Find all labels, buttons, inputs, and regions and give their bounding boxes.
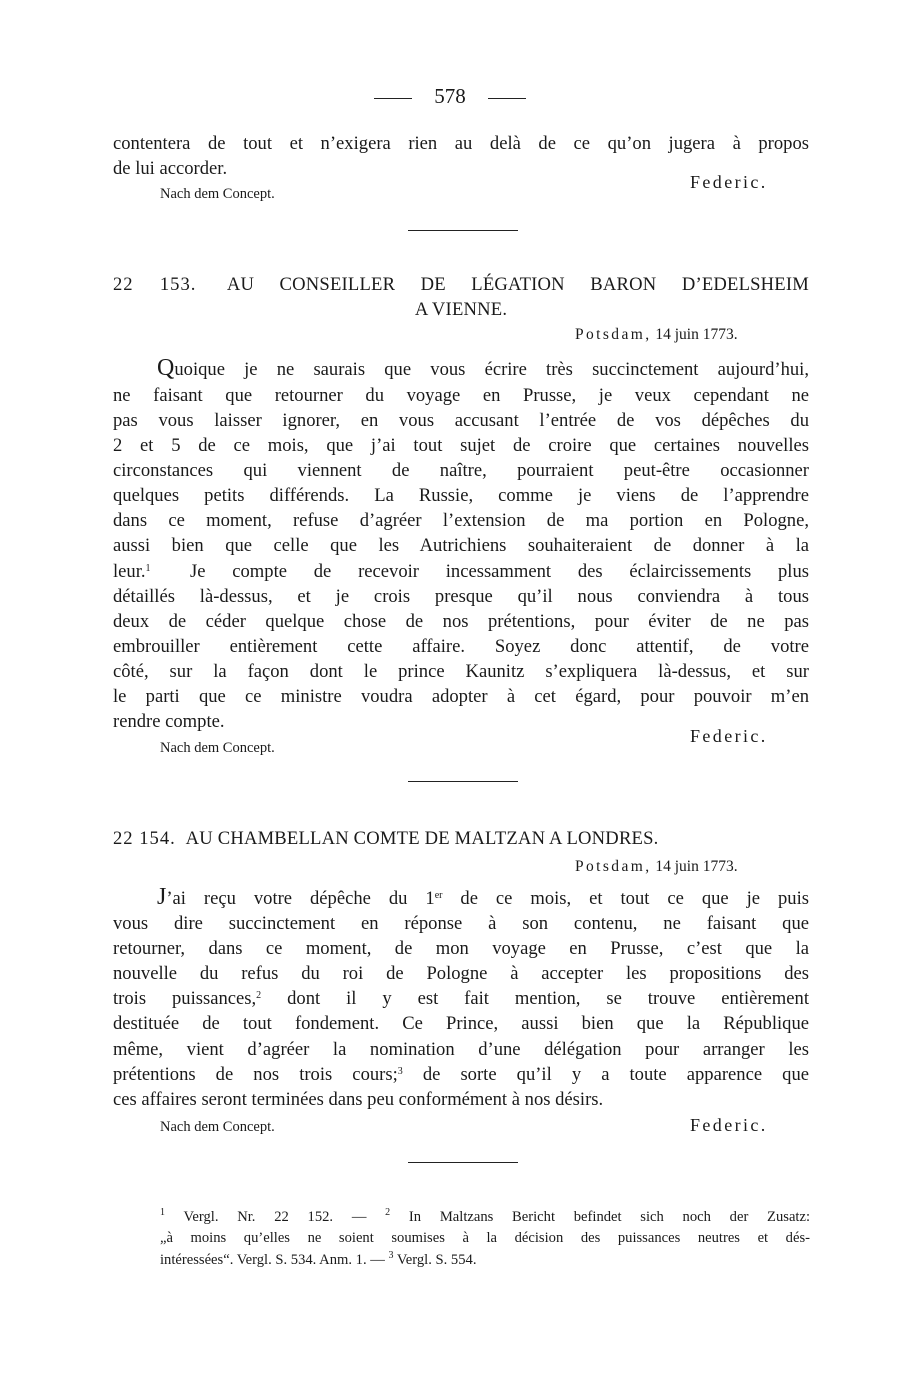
section-rule [408, 1162, 518, 1163]
letter-line-1-start: ’ai reçu votre dépêche du [166, 888, 426, 909]
preceding-line-2: de lui accorder. [113, 158, 228, 179]
letter-title: AU CONSEILLER DE LÉGATION BARON D’EDELSHEIM [226, 274, 809, 295]
footnote-marker: 1 [160, 1207, 165, 1218]
letter-line-9: ces affaires seront terminées dans peu conformément à nos désirs. [113, 1089, 604, 1110]
letter-heading [113, 826, 809, 851]
letter-line-5-start: trois puissances, [113, 988, 257, 1009]
letter-line-2: ne faisant que retourner du voyage en Prusse, je veux cependant ne [113, 385, 809, 406]
letter-line-5 [113, 986, 809, 1011]
letter-line-5: circonstances qui viennent de naître, pourraient peut-être occasionner [113, 460, 809, 481]
letter-line-6: quelques petits différends. La Russie, comme je viens de l’apprendre [113, 485, 809, 506]
letter-line-8 [113, 1062, 809, 1087]
letter-number: 22 154. [113, 828, 176, 849]
footnote-marker: 2 [385, 1207, 391, 1218]
letter-line-1-text: uoique je ne saurais que vous écrire très succinctement aujourd’hui, [174, 359, 809, 380]
letter-line-9: Je compte de recevoir incessamment des éclaircissements plus [190, 561, 809, 582]
letter-line-1 [157, 885, 809, 911]
letter-line-2: vous dire succinctement en réponse à son contenu, ne faisant que [113, 913, 809, 934]
letter-place: Potsdam, [575, 858, 652, 875]
letter-line-15: rendre compte. [113, 711, 225, 732]
footnote-marker: 3 [397, 1066, 403, 1077]
letter-line-4: 2 et 5 de ce mois, que j’ai tout sujet de croire que certaines nouvelles [113, 435, 809, 456]
letter-number: 22 153. [113, 274, 197, 295]
source-note: Nach dem Concept. [160, 186, 275, 202]
letter-place-date [575, 858, 738, 876]
letter-line-7: même, vient d’agréer la nomination d’une délégation pour arranger les [113, 1039, 809, 1060]
letter-line-3: retourner, dans ce moment, de mon voyage en Prusse, c’est que la [113, 938, 809, 959]
signature: Federic. [690, 1115, 768, 1135]
letter-line-14: le parti que ce ministre voudra adopter à cet égard, pour pouvoir m’en [113, 686, 809, 707]
letter-place-date [575, 326, 738, 344]
source-note: Nach dem Concept. [160, 740, 275, 756]
page-header [0, 84, 900, 109]
letter-line-3: pas vous laisser ignorer, en vous accusant l’entrée de vos dépêches du [113, 410, 809, 431]
footnote-marker: 2 [256, 990, 262, 1001]
letter-line-7: dans ce moment, refuse d’agréer l’extension de ma portion en Pologne, [113, 510, 809, 531]
ordinal-number: 1 [425, 888, 435, 909]
signature: Federic. [690, 172, 768, 192]
letter-date: 14 juin 1773. [655, 858, 738, 875]
footnote-text: Vergl. S. 554. [393, 1252, 477, 1268]
footnote-line-3 [160, 1250, 810, 1270]
letter-line-1-rest: de ce mois, et tout ce que je puis [442, 888, 809, 909]
drop-cap: J [157, 884, 167, 910]
footnote-line-1 [160, 1207, 810, 1227]
page-number: 578 [434, 84, 466, 108]
footnote-marker: 1 [145, 563, 151, 574]
letter-line-9-start: leur. [113, 561, 146, 582]
letter-line-8-rest: de sorte qu’il y a toute apparence que [402, 1064, 810, 1085]
drop-cap: Q [157, 355, 175, 381]
preceding-line-1: contentera de tout et n’exigera rien au delà de ce qu’on jugera à propos [113, 133, 809, 154]
letter-title-line-2: A VIENNE. [414, 299, 508, 320]
signature: Federic. [690, 726, 768, 746]
letter-title: AU CHAMBELLAN COMTE DE MALTZAN A LONDRES. [185, 828, 659, 849]
footnote-line-2: „à moins qu’elles ne soient soumises à la décision des puissances neutres et dés- [160, 1230, 810, 1246]
letter-line-5-rest: dont il y est fait mention, se trouve entièrement [261, 988, 809, 1009]
letter-line-9-prefix [113, 559, 158, 584]
letter-line-8-start: prétentions de nos trois cours; [113, 1064, 398, 1085]
source-note: Nach dem Concept. [160, 1119, 275, 1135]
letter-line-10: détaillés là-dessus, et je crois presque qu’il nous conviendra à tous [113, 586, 809, 607]
footnote-marker: 3 [388, 1250, 394, 1261]
letter-line-6: destituée de tout fondement. Ce Prince, aussi bien que la République [113, 1013, 809, 1034]
letter-line-13: côté, sur la façon dont le prince Kaunitz s’expliquera là-dessus, et sur [113, 661, 809, 682]
header-dash-right [488, 98, 526, 99]
letter-heading [113, 272, 809, 297]
header-dash-left [374, 98, 412, 99]
letter-place: Potsdam, [575, 326, 652, 343]
letter-line-12: embrouiller entièrement cette affaire. Soyez donc attentif, de votre [113, 636, 809, 657]
letter-line-8: aussi bien que celle que les Autrichiens souhaiteraient de donner à la [113, 535, 809, 556]
letter-line-11: deux de céder quelque chose de nos prétentions, pour éviter de ne pas [113, 611, 809, 632]
letter-line-1 [157, 356, 809, 382]
ordinal-suffix: er [434, 890, 443, 901]
section-rule [408, 781, 518, 782]
letter-line-4: nouvelle du refus du roi de Pologne à accepter les propositions des [113, 963, 809, 984]
section-rule [408, 230, 518, 231]
footnote-text: In Maltzans Bericht befindet sich noch der Zusatz: [390, 1209, 811, 1225]
letter-date: 14 juin 1773. [655, 326, 738, 343]
footnote-text: Vergl. Nr. 22 152. — [165, 1209, 386, 1225]
footnote-text: intéressées“. Vergl. S. 534. Anm. 1. — [160, 1252, 389, 1268]
